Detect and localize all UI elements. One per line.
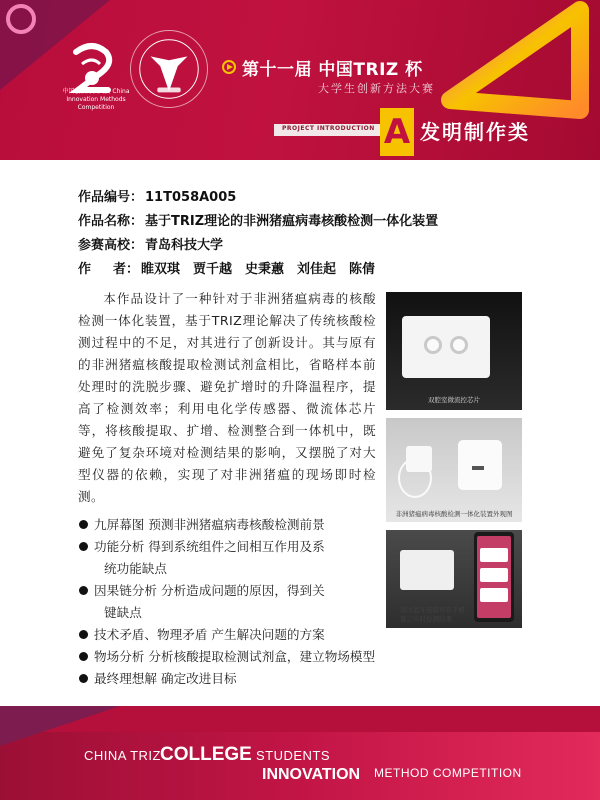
entry-id-value: 11T058A005 bbox=[145, 190, 237, 205]
play-icon bbox=[222, 60, 236, 74]
cimc-logo-name: 中国创新方法大赛 China Innovation Methods Competition bbox=[62, 88, 130, 111]
bullet-dot-icon bbox=[79, 652, 88, 661]
bullet-dot-icon bbox=[79, 542, 88, 551]
authors-line bbox=[78, 258, 375, 277]
phone-card bbox=[480, 548, 508, 562]
photo-caption: 双腔室微流控芯片 bbox=[428, 396, 480, 404]
category-label: 发明制作类 bbox=[420, 120, 530, 144]
device-box bbox=[458, 440, 502, 490]
footer-college: COLLEGE bbox=[160, 744, 252, 765]
footer-innovation: INNOVATION bbox=[262, 766, 361, 783]
footer-method: METHOD COMPETITION bbox=[374, 766, 522, 780]
phone-card bbox=[480, 568, 508, 582]
project-intro-label: PROJECT INTRODUCTION bbox=[282, 125, 375, 132]
photo-caption: 非洲猪瘟病毒核酸检测一体化装置外观图 bbox=[395, 510, 513, 518]
photo-microfluidic-chip bbox=[386, 292, 522, 410]
photo-caption: 通过蓝牙连接可在手机显示实时检测结果 bbox=[400, 606, 465, 623]
school-line bbox=[78, 234, 223, 253]
entry-id-label: 作品编号： bbox=[78, 190, 144, 205]
bullet-text: 因果链分析 分析造成问题的原因，得到关 bbox=[94, 583, 325, 598]
device-logo bbox=[472, 466, 484, 470]
bullet-item bbox=[78, 580, 408, 624]
bullet-item bbox=[78, 536, 408, 580]
school-value: 青岛科技大学 bbox=[145, 238, 224, 253]
bullet-text: 功能分析 得到系统组件之间相互作用及系 bbox=[94, 539, 325, 554]
chip-chamber bbox=[450, 336, 468, 354]
bullet-text: 九屏幕图 预测非洲猪瘟病毒核酸检测前景 bbox=[94, 517, 325, 532]
photo-phone-result bbox=[386, 530, 522, 628]
bullet-item bbox=[78, 514, 408, 536]
triz-college-logo-icon bbox=[130, 30, 208, 108]
chip-chamber bbox=[424, 336, 442, 354]
phone-card bbox=[480, 588, 508, 602]
header-banner bbox=[0, 0, 600, 160]
bullet-text: 物场分析 分析核酸提取检测试剂盒，建立物场模型 bbox=[94, 649, 376, 664]
bullet-dot-icon bbox=[79, 630, 88, 639]
bullet-text-cont: 键缺点 bbox=[104, 605, 142, 620]
bullet-item bbox=[78, 668, 408, 690]
bullet-text: 技术矛盾、物理矛盾 产生解决问题的方案 bbox=[94, 627, 325, 642]
school-label: 参赛高校： bbox=[78, 238, 144, 253]
bullet-text: 最终理想解 确定改进目标 bbox=[94, 671, 237, 686]
entry-name-label: 作品名称： bbox=[78, 214, 144, 229]
bullet-dot-icon bbox=[79, 674, 88, 683]
bullet-text-cont: 统功能缺点 bbox=[104, 561, 167, 576]
bullet-item bbox=[78, 646, 408, 668]
category-letter-badge: A bbox=[380, 108, 414, 156]
charger-shape bbox=[406, 446, 432, 472]
photo-device-exterior bbox=[386, 418, 522, 522]
entry-name-line bbox=[78, 210, 438, 229]
decor-triangle bbox=[0, 706, 120, 746]
competition-subtitle: 大学生创新方法大赛 bbox=[318, 82, 435, 95]
bullet-dot-icon bbox=[79, 520, 88, 529]
bullet-dot-icon bbox=[79, 586, 88, 595]
device-box bbox=[400, 550, 454, 590]
description-paragraph: 本作品设计了一种针对于非洲猪瘟病毒的核酸检测一体化装置，基于TRIZ理论解决了传统核酸检测过程中的不足，对其进行了创新设计。其与原有的非洲猪瘟核酸提取检测试剂盒相比，省略样本前处理时的洗脱步骤、避免扩增时的升降温程序，提高了检测效率；利用电化学传感器、微流体芯片等，将核酸提取、扩增、检测整合到一体机中，既避免了复杂环境对检测结果的影响，又摆脱了对大型仪器的依赖，实现了对非洲猪瘟的现场即时检测。 bbox=[78, 291, 376, 504]
competition-title: 第十一届 中国TRIZ 杯 bbox=[242, 60, 423, 80]
method-bullet-list bbox=[78, 514, 408, 690]
decor-triangle-gradient bbox=[430, 0, 600, 120]
entry-id-line bbox=[78, 186, 236, 205]
authors-label-1: 作 bbox=[78, 262, 92, 277]
bullet-item bbox=[78, 624, 408, 646]
decor-circle bbox=[6, 4, 36, 34]
footer-china-triz: CHINA TRIZ bbox=[84, 748, 161, 763]
entry-name-value: 基于TRIZ理论的非洲猪瘟病毒核酸检测一体化装置 bbox=[145, 214, 439, 229]
authors-value: 睢双琪 贾千越 史秉蕙 刘佳起 陈倩 bbox=[141, 262, 376, 277]
authors-label-2: 者： bbox=[113, 262, 140, 277]
footer-students: STUDENTS bbox=[256, 748, 331, 763]
chip-body bbox=[402, 316, 490, 378]
